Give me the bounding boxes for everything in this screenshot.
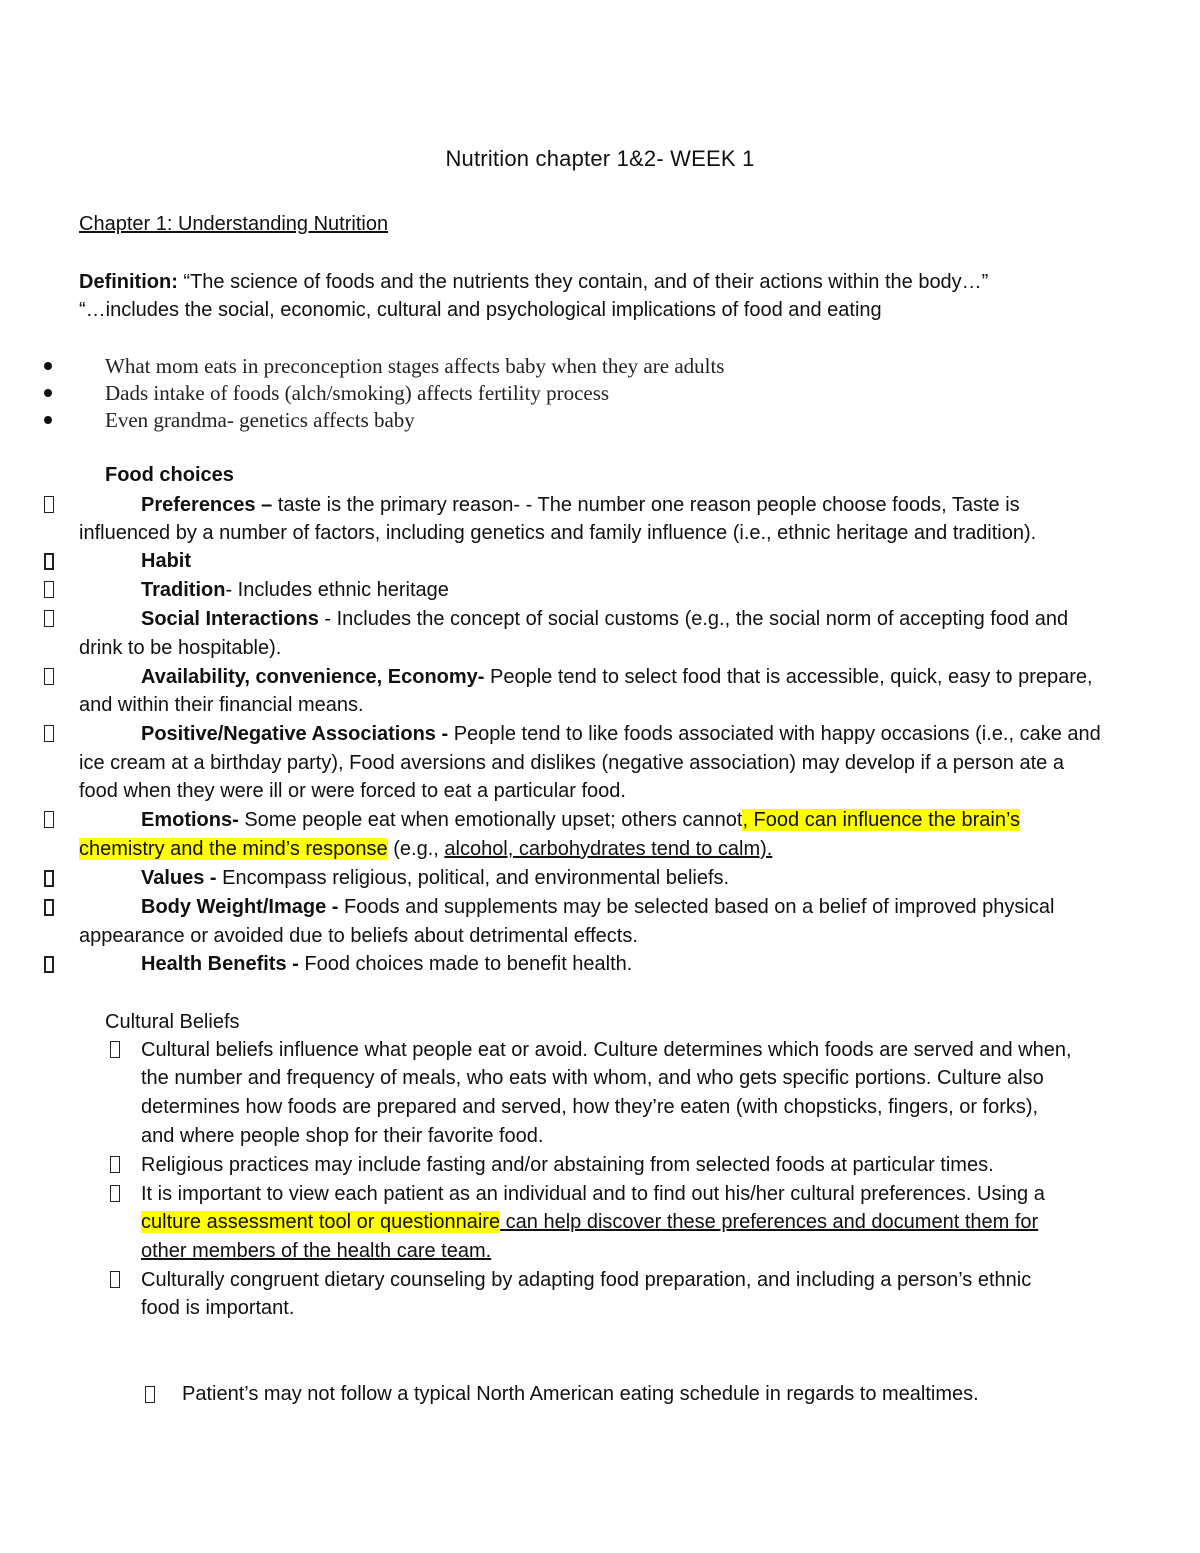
text: - Includes the concept of social customs (e.g., the social norm of accepting food and [318, 608, 1069, 630]
food-choice-emotions-cont [79, 835, 772, 864]
text: Food choices made to benefit health. [298, 953, 633, 975]
box-bullet-icon [110, 1041, 120, 1058]
text: People tend to like foods associated with happy occasions (i.e., cake and [448, 723, 1101, 745]
highlighted-text: , Food can influence the brain’s [742, 809, 1021, 831]
box-bullet-icon [44, 725, 54, 742]
text: - Includes ethnic heritage [225, 579, 449, 601]
text: Some people eat when emotionally upset; others cannot [238, 809, 743, 831]
cultural-item-3-cont: other members of the health care team. [141, 1240, 492, 1262]
text: Encompass religious, political, and environmental beliefs. [216, 867, 730, 889]
cultural-item-2: Religious practices may include fasting and/or abstaining from selected foods at particular times. [141, 1154, 994, 1176]
food-choice-associations [141, 720, 1101, 749]
cultural-item-4-cont: food is important. [141, 1297, 295, 1319]
cultural-item-1-cont: determines how foods are prepared and served, how they’re eaten (with chopsticks, fingers, or forks), [141, 1096, 1039, 1118]
term: Preferences – [141, 494, 273, 516]
food-choice-health [141, 950, 632, 979]
term: Availability, convenience, Economy- [141, 666, 485, 688]
text: (e.g., [387, 838, 445, 860]
box-bullet-icon [110, 1271, 120, 1288]
term: Body Weight/Image - [141, 896, 339, 918]
cultural-item-5: Patient’s may not follow a typical North American eating schedule in regards to mealtimes. [182, 1383, 979, 1405]
bullet-dot [44, 416, 52, 424]
food-choice-body-weight [141, 893, 1054, 922]
highlighted-text: culture assessment tool or questionnaire [141, 1211, 501, 1233]
food-choice-tradition [141, 576, 449, 605]
box-bullet-icon [44, 811, 54, 828]
cultural-item-4: Culturally congruent dietary counseling by adapting food preparation, and including a person’s ethnic [141, 1269, 1032, 1291]
underlined-text: can help discover these preferences and document them for [500, 1211, 1039, 1233]
box-bullet-icon [44, 870, 54, 887]
cultural-item-1-cont: and where people shop for their favorite food. [141, 1125, 544, 1147]
box-bullet-icon [44, 553, 54, 570]
page-title: Nutrition chapter 1&2- WEEK 1 [445, 146, 755, 171]
box-bullet-icon [44, 668, 54, 685]
food-choice-social-cont: drink to be hospitable). [79, 637, 282, 659]
cultural-item-1-cont: the number and frequency of meals, who eats with whom, and who gets specific portions. Culture also [141, 1067, 1044, 1089]
bullet-dot [44, 362, 52, 370]
food-choice-associations-cont: food when they were ill or were forced to eat a particular food. [79, 780, 626, 802]
food-choice-associations-cont: ice cream at a birthday party), Food aversions and dislikes (negative association) may develop if a person ate a [79, 752, 1064, 774]
bullet-item: What mom eats in preconception stages affects baby when they are adults [105, 354, 725, 378]
underlined-text: alcohol, carbohydrates tend to calm). [444, 838, 773, 860]
bullet-item: Dads intake of foods (alch/smoking) affects fertility process [105, 381, 610, 405]
box-bullet-icon [110, 1156, 120, 1173]
food-choice-social [141, 605, 1068, 634]
cultural-item-3-cont [141, 1208, 1038, 1237]
food-choice-preferences [141, 491, 1020, 520]
highlighted-text: chemistry and the mind’s response [79, 838, 388, 860]
term: Health Benefits - [141, 953, 299, 975]
food-choice-preferences-cont: influenced by a number of factors, including genetics and family influence (i.e., ethnic heritage and tradition). [79, 522, 1037, 544]
food-choice-body-weight-cont: appearance or avoided due to beliefs about detrimental effects. [79, 925, 638, 947]
cultural-item-3: It is important to view each patient as an individual and to find out his/her cultural preferences. Using a [141, 1183, 1045, 1205]
box-bullet-icon [44, 956, 54, 973]
food-choice-availability-cont: and within their financial means. [79, 694, 364, 716]
box-bullet-icon [44, 496, 54, 513]
food-choice-habit: Habit [141, 550, 191, 572]
term: Values - [141, 867, 217, 889]
food-choice-availability [141, 663, 1093, 692]
text: taste is the primary reason- - The number one reason people choose foods, Taste is [272, 494, 1020, 516]
bullet-dot [44, 389, 52, 397]
definition-label: Definition: [79, 271, 178, 293]
food-choice-values [141, 864, 729, 893]
text: People tend to select food that is accessible, quick, easy to prepare, [484, 666, 1093, 688]
definition-line-1 [79, 268, 988, 297]
box-bullet-icon [44, 610, 54, 627]
term: Tradition [141, 579, 226, 601]
definition-text-1: “The science of foods and the nutrients they contain, and of their actions within the body…” [177, 271, 989, 293]
chapter-heading: Chapter 1: Understanding Nutrition [79, 213, 389, 235]
term: Social Interactions [141, 608, 319, 630]
definition-line-2: “…includes the social, economic, cultural and psychological implications of food and eating [79, 299, 882, 321]
food-choice-emotions [141, 806, 1020, 835]
cultural-beliefs-heading: Cultural Beliefs [105, 1011, 240, 1033]
box-bullet-icon [145, 1386, 155, 1403]
bullet-item: Even grandma- genetics affects baby [105, 408, 415, 432]
cultural-item-1: Cultural beliefs influence what people eat or avoid. Culture determines which foods are served and when, [141, 1039, 1072, 1061]
text: Foods and supplements may be selected based on a belief of improved physical [338, 896, 1055, 918]
term: Emotions- [141, 809, 239, 831]
food-choices-heading: Food choices [105, 464, 234, 486]
box-bullet-icon [44, 899, 54, 916]
box-bullet-icon [44, 581, 54, 598]
term: Positive/Negative Associations - [141, 723, 449, 745]
box-bullet-icon [110, 1185, 120, 1202]
